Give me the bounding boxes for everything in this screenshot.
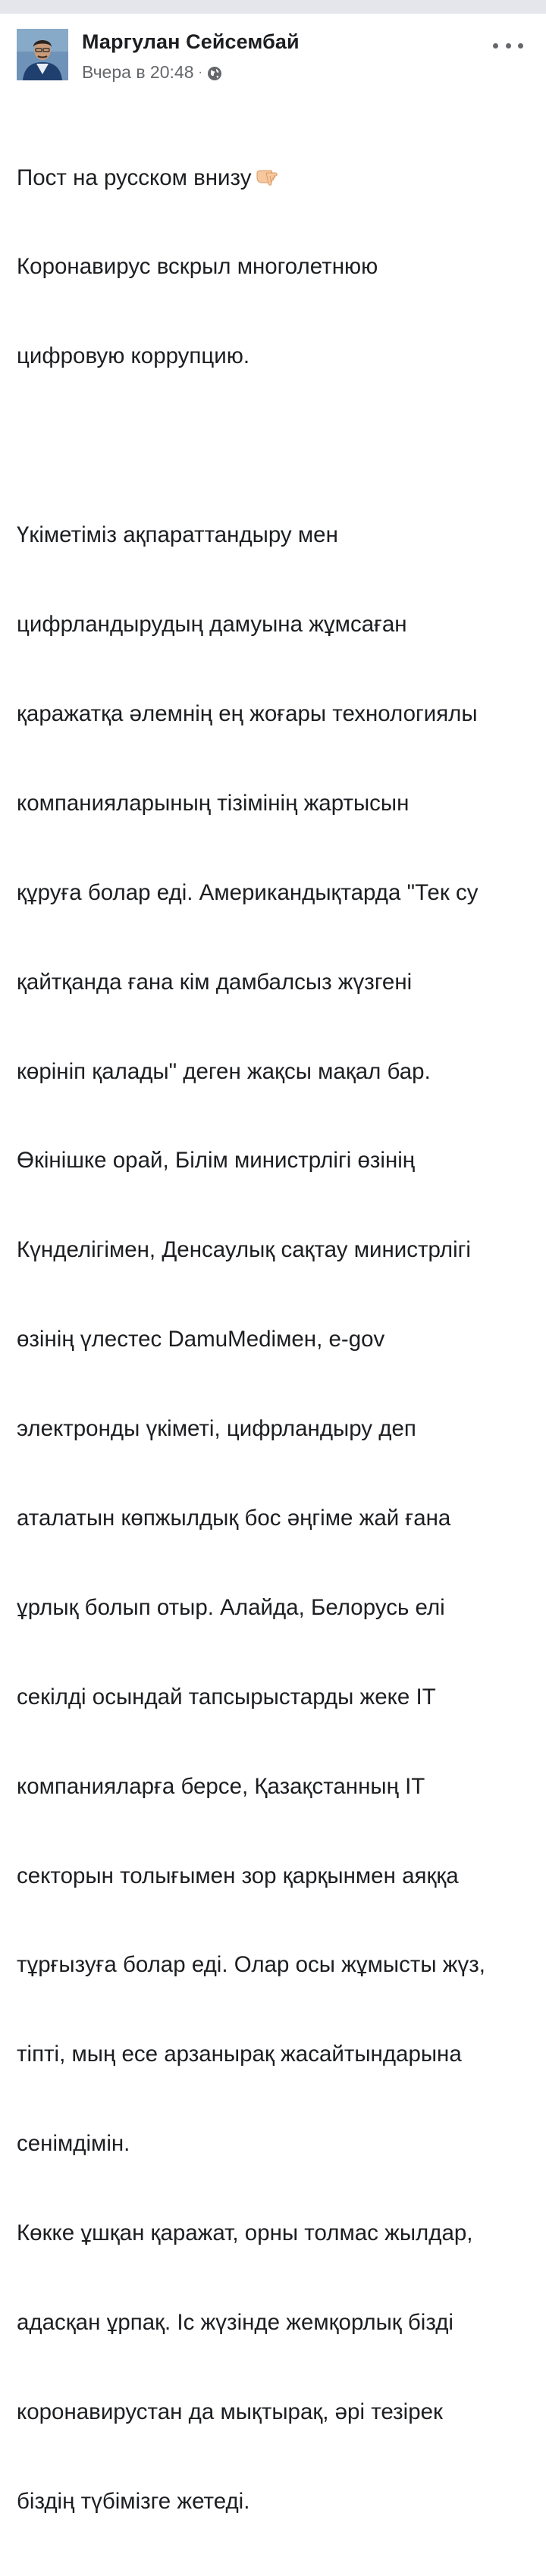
- post-line: Өкінішке орай, Білім министрлігі өзінің: [17, 1148, 416, 1174]
- post-header: [17, 29, 529, 89]
- author-avatar[interactable]: [17, 29, 68, 80]
- post-line: [17, 163, 537, 193]
- post-line: цифрландырудың дамуына жұмсаған: [17, 612, 407, 638]
- post-line: секілді осындай тапсырыстарды жеке IT: [17, 1684, 436, 1709]
- facebook-post: [0, 14, 546, 2514]
- avatar-photo: [17, 29, 68, 80]
- post-line: коронавирустан да мықтырақ, әрі тезірек: [17, 2399, 443, 2424]
- globe-icon: [207, 65, 222, 80]
- post-body: [17, 103, 537, 2576]
- post-line: адасқан ұрпақ. Іс жүзінде жемқорлық бізді: [17, 2309, 453, 2335]
- post-line: Үкіметіміз ақпараттандыру мен: [17, 522, 338, 548]
- feed-divider: [0, 0, 546, 14]
- post-line: тіпті, мың есе арзанырақ жасайтындарына: [17, 2042, 462, 2067]
- more-options-icon[interactable]: [493, 36, 523, 55]
- post-line: цифровую коррупцию.: [17, 343, 250, 369]
- pointing-down-hand-icon: [256, 166, 280, 187]
- post-line: Күнделігімен, Денсаулық сақтау министрлігі: [17, 1237, 471, 1263]
- post-line: көрініп қалады" деген жақсы мақал бар.: [17, 1058, 431, 1084]
- post-line: өзінің үлестес DamuMedімен, e-gov: [17, 1327, 385, 1352]
- post-meta: [82, 62, 222, 83]
- post-line: аталатын көпжылдық бос әңгіме жай ғана: [17, 1505, 451, 1531]
- post-line: біздің түбімізге жетеді.: [17, 2488, 250, 2514]
- post-line: құруға болар еді. Американдықтарда "Тек су: [17, 879, 479, 905]
- post-line: Коронавирус вскрыл многолетнюю: [17, 254, 378, 280]
- meta-separator: ·: [198, 65, 202, 79]
- post-line: тұрғызуға болар еді. Олар осы жұмысты жүз,: [17, 1952, 485, 1978]
- post-line: қайтқанда ғана кім дамбалсыз жүзгені: [17, 969, 413, 995]
- post-line-text: Пост на русском внизу: [17, 165, 252, 190]
- post-line: электронды үкіметі, цифрландыру деп: [17, 1416, 416, 1442]
- post-line: қаражатқа әлемнің ең жоғары технологиялы: [17, 700, 478, 726]
- post-line: сенімдімін.: [17, 2131, 130, 2157]
- author-name[interactable]: Маргулан Сейсембай: [82, 30, 300, 53]
- post-line-blank: [17, 431, 537, 460]
- post-line: компанияларға берсе, Қазақстанның IT: [17, 1773, 425, 1799]
- post-line: секторын толығымен зор қарқынмен аяққа: [17, 1863, 459, 1888]
- post-line: ұрлық болып отыр. Алайда, Белорусь елі: [17, 1594, 445, 1620]
- post-line: компанияларының тізімінің жартысын: [17, 790, 410, 816]
- post-line: Көкке ұшқан қаражат, орны толмас жылдар,: [17, 2220, 473, 2246]
- post-timestamp[interactable]: Вчера в 20:48: [82, 62, 194, 82]
